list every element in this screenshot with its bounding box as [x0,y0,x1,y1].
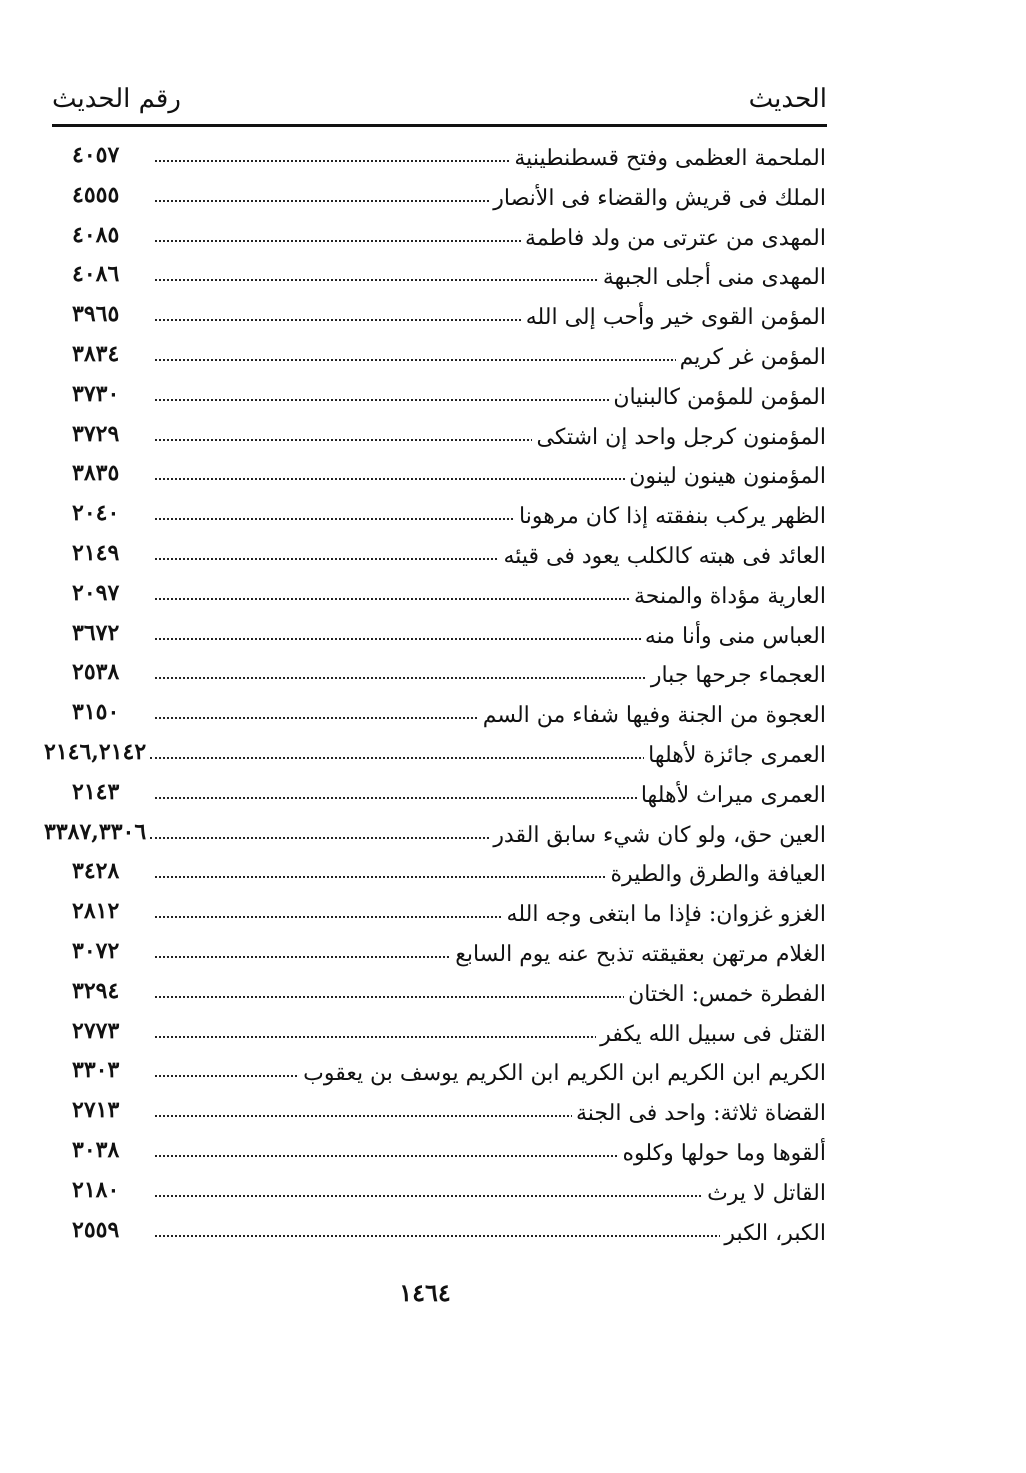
index-entry [0,419,1026,459]
hadith-title: الظهر يركب بنفقته إذا كان مرهونا [515,504,826,529]
hadith-number: ٢٠٩٧ [72,579,120,606]
page-number: ١٤٦٤ [399,1278,451,1307]
index-entry [0,299,1026,339]
hadith-title: ألقوها وما حولها وكلوه [619,1141,827,1166]
index-entry [0,140,1026,180]
index-entry [0,180,1026,220]
index-entry [0,936,1026,976]
hadith-number: ٣٣٨٧,٣٣٠٦ [44,818,147,845]
header-rule [52,124,827,127]
hadith-title: العين حق، ولو كان شيء سابق القدر [489,823,826,848]
index-entry [0,1135,1026,1175]
hadith-number: ٢٥٥٩ [72,1216,120,1243]
hadith-number: ٢١٨٠ [72,1176,120,1203]
index-entry [0,856,1026,896]
hadith-title: القتل فى سبيل الله يكفر [596,1022,826,1047]
index-entry [0,578,1026,618]
hadith-number: ٢٥٣٨ [72,659,120,686]
index-entry [0,1095,1026,1135]
page-header [52,84,827,124]
index-entry [0,538,1026,578]
hadith-column-heading: الحديث [748,84,827,114]
index-entry [0,220,1026,260]
index-entry [0,1055,1026,1095]
hadith-title: العباس منى وأنا منه [641,624,826,649]
hadith-number: ٣٠٧٢ [72,938,120,964]
index-entry [0,1016,1026,1056]
hadith-number: ٣٢٩٤ [72,977,120,1004]
hadith-title: الفطرة خمس: الختان [624,982,826,1007]
hadith-title: الكريم ابن الكريم ابن الكريم ابن الكريم يوسف بن يعقوب [299,1061,826,1086]
hadith-title: الكبر، الكبر [720,1221,826,1246]
hadith-number: ٣٧٢٩ [72,420,120,447]
hadith-number: ٣٠٣٨ [72,1137,120,1163]
hadith-title: الغزو غزوان: فإذا ما ابتغى وجه الله [503,902,826,927]
hadith-title: العيافة والطرق والطيرة [606,862,826,887]
index-entry [0,1175,1026,1215]
index-entry [0,498,1026,538]
hadith-title: المؤمن القوى خير وأحب إلى الله [522,305,826,330]
index-entry [0,896,1026,936]
hadith-number: ٣٨٣٥ [72,460,120,487]
index-entry [0,737,1026,777]
index-entry [0,618,1026,658]
hadith-number: ٢١٤٣ [72,778,120,805]
hadith-number: ٢١٤٦,٢١٤٢ [44,739,147,765]
hadith-title: الغلام مرتهن بعقيقته تذبح عنه يوم السابع [451,942,826,967]
hadith-number: ٢٨١٢ [72,898,120,925]
hadith-title: العمرى جائزة لأهلها [644,743,826,768]
hadith-number: ٤٠٨٦ [72,261,120,288]
hadith-number: ٢٧١٣ [72,1097,120,1124]
hadith-number: ٤٠٨٥ [72,221,120,248]
hadith-title: الملك فى قريش والقضاء فى الأنصار [489,186,826,211]
index-entry [0,379,1026,419]
index-entry [0,697,1026,737]
hadith-title: المؤمن للمؤمن كالبنيان [609,385,826,410]
hadith-title: القاتل لا يرث [703,1181,826,1206]
hadith-number: ٢٠٤٠ [72,500,120,527]
index-entry [0,458,1026,498]
hadith-number: ٣٣٠٣ [72,1057,120,1084]
hadith-number: ٣٦٧٢ [72,619,120,646]
hadith-title: المؤمنون كرجل واحد إن اشتكى [532,425,826,450]
hadith-number-column-heading: رقم الحديث [52,84,181,114]
index-entry [0,339,1026,379]
hadith-number: ٣١٥٠ [72,699,120,726]
hadith-title: العارية مؤداة والمنحة [630,584,826,609]
index-entry [0,817,1026,857]
hadith-title: العائد فى هبته كالكلب يعود فى قيئه [499,544,826,569]
hadith-title: القضاة ثلاثة: واحد فى الجنة [572,1101,826,1126]
hadith-title: المهدى من عترتى من ولد فاطمة [521,226,826,251]
hadith-number: ٣٧٣٠ [72,380,120,407]
hadith-title: العمرى ميراث لأهلها [637,783,826,808]
hadith-title: العجماء جرحها جبار [647,663,826,688]
index-entry [0,976,1026,1016]
index-entry [0,777,1026,817]
hadith-number: ٤٠٥٧ [72,142,120,168]
hadith-number: ٢١٤٩ [72,540,120,566]
hadith-title: المؤمنون هينون لينون [625,464,826,489]
hadith-title: المؤمن غر كريم [676,345,826,370]
hadith-number: ٣٨٣٤ [72,341,120,367]
hadith-number: ٤٥٥٥ [72,181,120,208]
hadith-title: العجوة من الجنة وفيها شفاء من السم [479,703,826,728]
hadith-number: ٣٤٢٨ [72,858,120,885]
hadith-title: المهدى منى أجلى الجبهة [599,265,826,290]
hadith-title: الملحمة العظمى وفتح قسطنطينية [510,146,826,171]
index-entry [0,657,1026,697]
index-entry [0,1215,1026,1255]
hadith-number: ٣٩٦٥ [72,301,120,328]
index-entry [0,259,1026,299]
hadith-number: ٢٧٧٣ [72,1017,120,1044]
